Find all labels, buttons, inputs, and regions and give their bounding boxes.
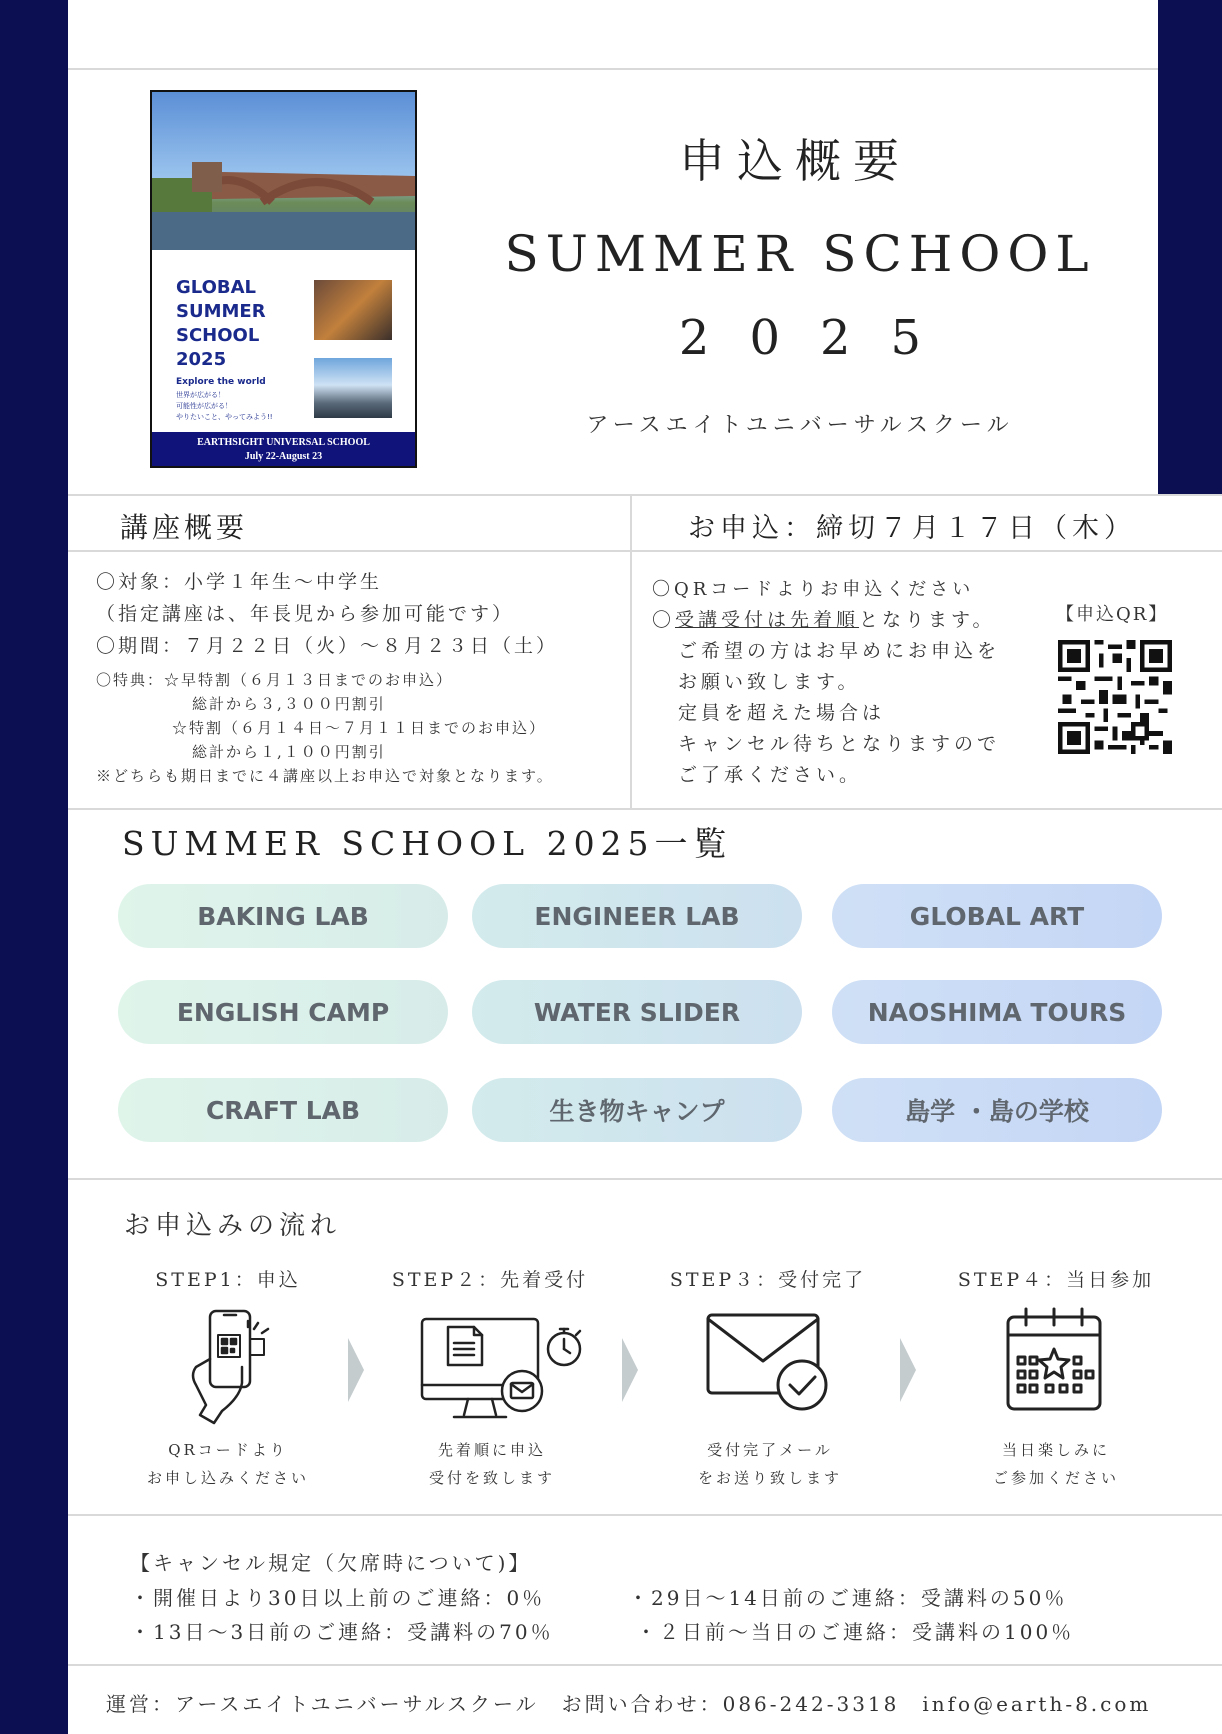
envelope-check-icon: [702, 1305, 842, 1429]
course-pill-english-camp[interactable]: ENGLISH CAMP: [118, 980, 448, 1044]
application-details: 〇QRコードよりお申込ください 〇受講受付は先着順となります。 ご希望の方はお早めにお申込を お願い致します。 定員を超えた場合は キャンセル待ちとなりますので ご了承ください。: [652, 579, 1001, 786]
cover-tagline: Explore the world: [176, 377, 266, 387]
application-qr-code[interactable]: [1058, 640, 1172, 754]
bridge-photo: [152, 92, 415, 250]
course-pill-global-art[interactable]: GLOBAL ART: [832, 884, 1162, 948]
cover-subtext: 世界が広がる！ 可能性が広がる！ やりたいこと、やってみよう!!: [176, 391, 273, 421]
step3-description: 受付完了メール をお送り致します: [697, 1441, 842, 1487]
brochure-cover-image: [150, 90, 417, 468]
step3-label: STEP３：受付完了: [669, 1269, 867, 1291]
page-heading: 申込概要: [679, 134, 911, 188]
info-vertical-divider: [630, 494, 632, 810]
cover-footer: EARTHSIGHT UNIVERSAL SCHOOL July 22-August 23: [152, 432, 415, 466]
step-arrow-1: [348, 1338, 364, 1402]
footer-contact: 運営：アースエイトユニバーサルスクール お問い合わせ：086-242-3318 info@earth-8.com: [106, 1692, 1152, 1716]
course-pill-island-school[interactable]: 島学 ・島の学校: [832, 1078, 1162, 1142]
qr-label: 【申込QR】: [1056, 604, 1169, 625]
top-divider: [68, 68, 1158, 70]
cooking-photo: [314, 280, 392, 340]
right-navy-bar: [1158, 0, 1222, 494]
info-header-divider: [68, 550, 1222, 552]
course-list-divider: [68, 1178, 1222, 1180]
step4-description: 当日楽しみに ご参加ください: [992, 1441, 1119, 1487]
course-pill-water-slider[interactable]: WATER SLIDER: [472, 980, 802, 1044]
application-heading: お申込：締切７月１７日（木）: [688, 513, 1136, 544]
phone-qr-icon: [182, 1305, 282, 1429]
cancel-policy-heading: 【キャンセル規定（欠席時について)】: [130, 1551, 532, 1575]
course-pill-creature-camp[interactable]: 生き物キャンプ: [472, 1078, 802, 1142]
step1-label: STEP1：申込: [155, 1269, 301, 1291]
program-year: 2025: [678, 310, 962, 366]
step1-description: QRコードより お申し込みください: [146, 1441, 309, 1487]
step4-label: STEP４：当日参加: [957, 1269, 1155, 1291]
course-pill-craft-lab[interactable]: CRAFT LAB: [118, 1078, 448, 1142]
cancel-rule-3: ・13日〜3日前のご連絡：受講料の70％: [130, 1620, 554, 1644]
course-pill-naoshima-tours[interactable]: NAOSHIMA TOURS: [832, 980, 1162, 1044]
footer-divider: [68, 1664, 1222, 1666]
step-arrow-3: [900, 1338, 916, 1402]
step2-label: STEP２：先着受付: [391, 1269, 589, 1291]
cancel-rule-4: ・２日前〜当日のご連絡：受講料の100％: [636, 1620, 1075, 1644]
cover-title: GLOBAL SUMMER SCHOOL 2025: [176, 277, 266, 370]
flow-title: お申込みの流れ: [124, 1211, 342, 1241]
cancel-rule-1: ・開催日より30日以上前のご連絡：0％: [130, 1586, 546, 1610]
course-overview-details: 〇対象：小学１年生〜中学生 （指定講座は、年長児から参加可能です） 〇期間：７月２２日（火）〜８月２３日（土） 〇特典：☆早特割（６月１３日までのお申込） 総計から３,３００円割引 ☆特割（６月１４日〜７月１１日までのお申込） 総計から１,１００円割引 ※どちらも期日までに４講座以上お申込で対象となります。: [96, 571, 559, 785]
cancel-rule-2: ・29日〜14日前のご連絡：受講料の50％: [628, 1586, 1068, 1610]
computer-document-icon: [418, 1305, 588, 1429]
flow-divider: [68, 1514, 1222, 1516]
course-list-title: SUMMER SCHOOL 2025一覧: [122, 824, 733, 863]
organizer-name: アースエイトユニバーサルスクール: [586, 413, 1014, 438]
step2-description: 先着順に申込 受付を致します: [428, 1441, 555, 1487]
step-arrow-2: [622, 1338, 638, 1402]
info-bottom-divider: [68, 808, 1222, 810]
course-pill-baking-lab[interactable]: BAKING LAB: [118, 884, 448, 948]
program-name: SUMMER SCHOOL: [504, 225, 1096, 283]
ship-photo: [314, 358, 392, 418]
hero-divider: [68, 494, 1222, 496]
left-navy-bar: [0, 0, 68, 1734]
calendar-star-icon: [1002, 1305, 1106, 1429]
course-overview-heading: 講座概要: [120, 511, 249, 544]
course-pill-engineer-lab[interactable]: ENGINEER LAB: [472, 884, 802, 948]
